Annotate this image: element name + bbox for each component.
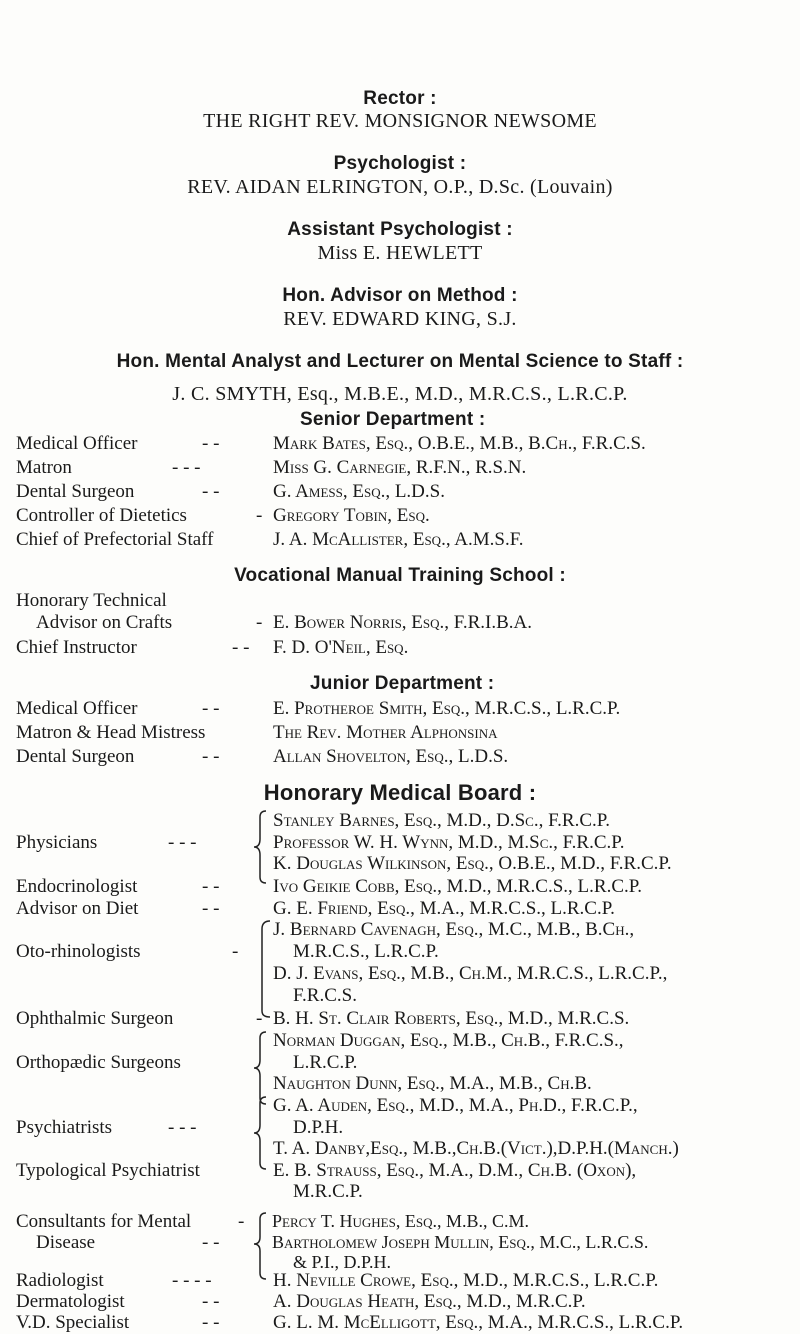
junior-dash-3: - - <box>202 746 220 767</box>
psychiatrist-1: G. A. Auden, Esq., M.D., M.A., Ph.D., F.R.C.P., <box>273 1094 638 1116</box>
board-label-orthopaedic: Orthopædic Surgeons <box>16 1051 181 1073</box>
orthopaedic-2: L.R.C.P. <box>293 1051 358 1073</box>
senior-dash-3: - - <box>202 481 220 502</box>
senior-label-matron: Matron <box>16 457 72 478</box>
junior-value-dental: Allan Shovelton, Esq., L.D.S. <box>273 746 509 767</box>
orthopaedic-3: Naughton Dunn, Esq., M.A., M.B., Ch.B. <box>273 1073 592 1095</box>
physician-3: K. Douglas Wilkinson, Esq., O.B.E., M.D., F.R.C.P. <box>273 853 672 875</box>
vocational-value-1: E. Bower Norris, Esq., F.R.I.B.A. <box>273 612 532 633</box>
senior-heading: Senior Department : <box>300 409 486 430</box>
consultant-3: & P.I., D.P.H. <box>293 1252 392 1273</box>
physicians-brace-icon <box>252 809 270 885</box>
board-label-consultants-1: Consultants for Mental <box>16 1210 192 1232</box>
board-label-oto: Oto-rhinologists <box>16 941 141 963</box>
junior-label-medical: Medical Officer <box>16 698 138 719</box>
senior-dash-2: - - - <box>172 457 201 478</box>
board-label-physicians: Physicians <box>16 831 98 853</box>
mental-analyst-name: J. C. SMYTH, Esq., M.B.E., M.D., M.R.C.S., L.R.C.P. <box>172 383 628 405</box>
board-dash-psychiatrists: - - - <box>168 1116 197 1138</box>
psychiatrists-brace-icon <box>252 1095 270 1171</box>
board-label-endocrinologist: Endocrinologist <box>16 875 138 897</box>
senior-dash-1: - - <box>202 433 220 454</box>
psychologist-heading: Psychologist : <box>333 153 467 174</box>
typological-1: E. B. Strauss, Esq., M.A., D.M., Ch.B. (Oxon), <box>273 1160 637 1182</box>
consultant-1: Percy T. Hughes, Esq., M.B., C.M. <box>272 1210 529 1231</box>
board-value-radiologist: H. Neville Crowe, Esq., M.D., M.R.C.S., L.R.C.P. <box>273 1270 659 1291</box>
physician-2: Professor W. H. Wynn, M.D., M.Sc., F.R.C.P. <box>273 831 625 853</box>
consultants-brace-icon <box>252 1211 270 1281</box>
board-value-diet: G. E. Friend, Esq., M.A., M.R.C.S., L.R.C.P. <box>273 897 615 919</box>
board-value-vd: G. L. M. McElligott, Esq., M.A., M.R.C.S., L.R.C.P. <box>273 1312 684 1333</box>
junior-label-matron: Matron & Head Mistress <box>16 722 206 743</box>
junior-dash-1: - - <box>202 698 220 719</box>
psychiatrist-2: D.P.H. <box>293 1116 344 1138</box>
advisor-method-name: REV. EDWARD KING, S.J. <box>283 308 517 330</box>
vocational-label-1b: Advisor on Crafts <box>36 612 173 633</box>
board-label-ophthalmic: Ophthalmic Surgeon <box>16 1008 174 1030</box>
board-value-dermatologist: A. Douglas Heath, Esq., M.D., M.R.C.P. <box>273 1291 586 1312</box>
board-label-psychiatrists: Psychiatrists <box>16 1116 113 1138</box>
senior-dash-4: - <box>256 505 263 526</box>
vocational-label-2: Chief Instructor <box>16 637 137 658</box>
board-label-vd: V.D. Specialist <box>16 1312 130 1333</box>
junior-heading: Junior Department : <box>310 673 495 694</box>
oto-3: D. J. Evans, Esq., M.B., Ch.M., M.R.C.S., L.R.C.P., <box>273 962 668 984</box>
psychiatrist-3: T. A. Danby,Esq., M.B.,Ch.B.(Vict.),D.P.H.(Manch.) <box>273 1138 679 1160</box>
board-dash-consultants-2: - - <box>202 1231 220 1253</box>
board-label-radiologist: Radiologist <box>16 1270 104 1291</box>
senior-label-dental: Dental Surgeon <box>16 481 135 502</box>
senior-value-dental: G. Amess, Esq., L.D.S. <box>273 481 445 502</box>
senior-label-dietetics: Controller of Dietetics <box>16 505 187 526</box>
orthopaedic-1: Norman Duggan, Esq., M.B., Ch.B., F.R.C.S., <box>273 1029 624 1051</box>
board-heading: Honorary Medical Board : <box>263 780 537 805</box>
board-value-ophthalmic: B. H. St. Clair Roberts, Esq., M.D., M.R.C.S. <box>273 1008 630 1030</box>
board-dash-consultants-1: - <box>238 1210 245 1232</box>
advisor-method-heading: Hon. Advisor on Method : <box>282 285 518 306</box>
board-dash-dermatologist: - - <box>202 1291 220 1312</box>
senior-value-medical-officer: Mark Bates, Esq., O.B.E., M.B., B.Ch., F.R.C.S. <box>273 433 646 454</box>
physician-1: Stanley Barnes, Esq., M.D., D.Sc., F.R.C.P. <box>273 809 610 831</box>
oto-2: M.R.C.S., L.R.C.P. <box>293 941 439 963</box>
senior-label-medical-officer: Medical Officer <box>16 433 138 454</box>
rector-heading: Rector : <box>363 88 437 109</box>
board-dash-diet: - - <box>202 897 220 919</box>
vocational-heading: Vocational Manual Training School : <box>234 565 566 586</box>
junior-label-dental: Dental Surgeon <box>16 746 135 767</box>
board-dash-endocrinologist: - - <box>202 875 220 897</box>
board-value-endocrinologist: Ivo Geikie Cobb, Esq., M.D., M.R.C.S., L.R.C.P. <box>273 875 642 897</box>
junior-value-matron: The Rev. Mother Alphonsina <box>273 722 498 743</box>
vocational-dash-2: - - <box>232 637 250 658</box>
board-label-typological: Typological Psychiatrist <box>16 1160 200 1182</box>
senior-value-dietetics: Gregory Tobin, Esq. <box>273 505 430 526</box>
assistant-psychologist-name: Miss E. HEWLETT <box>317 242 483 264</box>
senior-value-prefectorial: J. A. McAllister, Esq., A.M.S.F. <box>273 529 524 550</box>
board-dash-vd: - - <box>202 1312 220 1333</box>
oto-4: F.R.C.S. <box>293 984 357 1006</box>
vocational-value-2: F. D. O'Neil, Esq. <box>273 637 409 658</box>
board-label-dermatologist: Dermatologist <box>16 1291 125 1312</box>
oto-brace-icon <box>256 919 272 1019</box>
board-dash-ophthalmic: - <box>256 1008 263 1030</box>
board-dash-oto: - <box>232 941 239 963</box>
vocational-label-1a: Honorary Technical <box>16 590 167 611</box>
psychologist-name: REV. AIDAN ELRINGTON, O.P., D.Sc. (Louvain) <box>187 176 613 198</box>
assistant-psychologist-heading: Assistant Psychologist : <box>287 219 513 240</box>
oto-1: J. Bernard Cavenagh, Esq., M.C., M.B., B.Ch., <box>273 919 635 941</box>
vocational-dash-1: - <box>256 612 263 633</box>
consultant-2: Bartholomew Joseph Mullin, Esq., M.C., L.R.C.S. <box>272 1231 649 1252</box>
board-dash-radiologist: - - - - <box>172 1270 212 1291</box>
board-label-consultants-2: Disease <box>36 1231 96 1253</box>
typological-2: M.R.C.P. <box>293 1180 363 1202</box>
board-dash-physicians: - - - <box>168 831 197 853</box>
board-label-diet: Advisor on Diet <box>16 897 139 919</box>
mental-analyst-heading: Hon. Mental Analyst and Lecturer on Mental Science to Staff : <box>116 351 684 372</box>
rector-name: THE RIGHT REV. MONSIGNOR NEWSOME <box>203 110 597 132</box>
senior-value-matron: Miss G. Carnegie, R.F.N., R.S.N. <box>273 457 527 478</box>
senior-label-prefectorial: Chief of Prefectorial Staff <box>16 529 214 550</box>
junior-value-medical: E. Protheroe Smith, Esq., M.R.C.S., L.R.C.P. <box>273 698 621 719</box>
